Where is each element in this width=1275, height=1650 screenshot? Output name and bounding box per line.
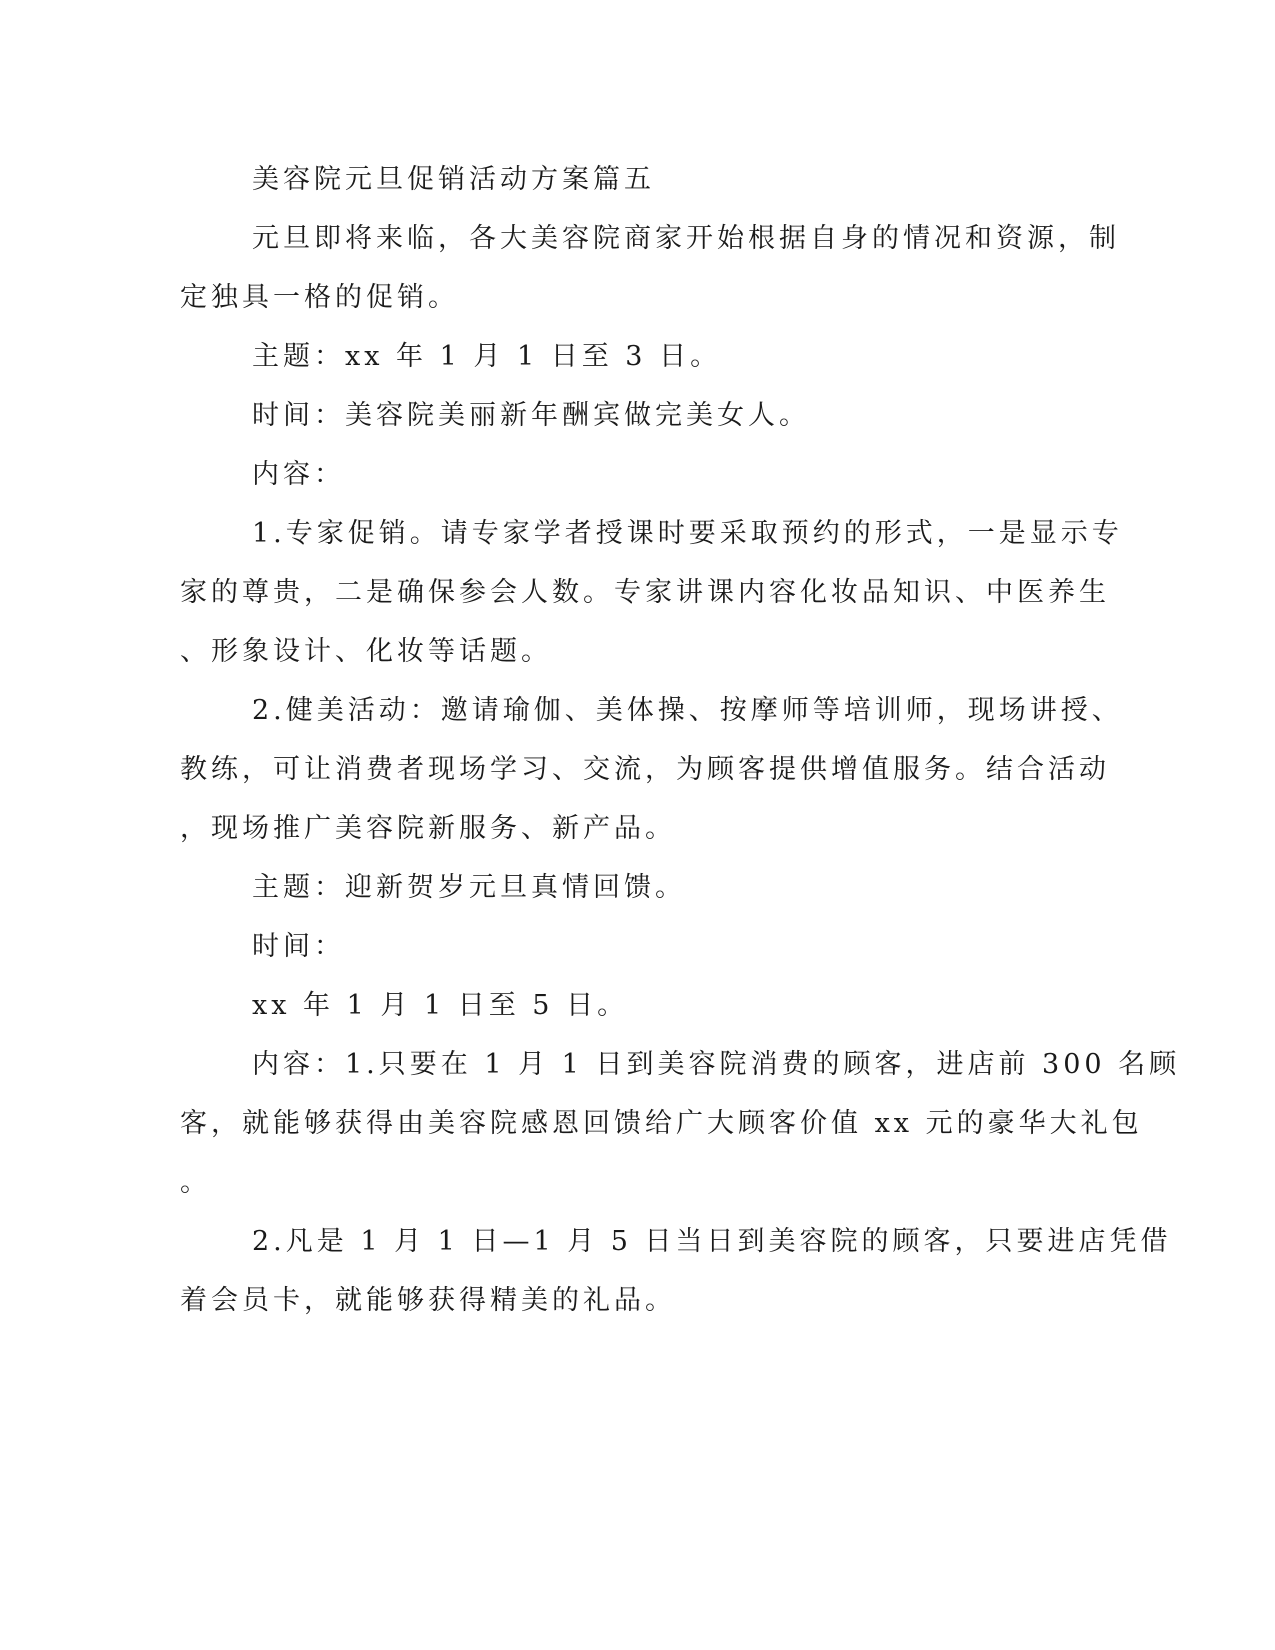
paragraph-line: 着会员卡，就能够获得精美的礼品。 bbox=[180, 1285, 676, 1316]
paragraph-line: 2.健美活动：邀请瑜伽、美体操、按摩师等培训师，现场讲授、 bbox=[252, 695, 1123, 726]
paragraph-line: 内容： bbox=[252, 459, 345, 490]
paragraph-line: 内容：1.只要在 1 月 1 日到美容院消费的顾客，进店前 300 名顾 bbox=[252, 1049, 1181, 1080]
paragraph-line: 教练，可让消费者现场学习、交流，为顾客提供增值服务。结合活动 bbox=[180, 754, 1110, 785]
paragraph-line: 元旦即将来临，各大美容院商家开始根据自身的情况和资源，制 bbox=[252, 223, 1120, 254]
paragraph-line: 1.专家促销。请专家学者授课时要采取预约的形式，一是显示专 bbox=[252, 518, 1123, 549]
paragraph-line: 2.凡是 1 月 1 日—1 月 5 日当日到美容院的顾客，只要进店凭借 bbox=[252, 1226, 1172, 1257]
paragraph-line: xx 年 1 月 1 日至 5 日。 bbox=[252, 990, 629, 1021]
document-title: 美容院元旦促销活动方案篇五 bbox=[252, 164, 655, 195]
paragraph-line: 。 bbox=[180, 1167, 211, 1198]
paragraph-line: 主题：xx 年 1 月 1 日至 3 日。 bbox=[252, 341, 722, 372]
paragraph-line: 时间： bbox=[252, 931, 345, 962]
paragraph-line: 、形象设计、化妆等话题。 bbox=[180, 636, 552, 667]
paragraph-line: 主题：迎新贺岁元旦真情回馈。 bbox=[252, 872, 686, 903]
paragraph-line: 客，就能够获得由美容院感恩回馈给广大顾客价值 xx 元的豪华大礼包 bbox=[180, 1108, 1143, 1139]
paragraph-line: ，现场推广美容院新服务、新产品。 bbox=[180, 813, 676, 844]
paragraph-line: 家的尊贵，二是确保参会人数。专家讲课内容化妆品知识、中医养生 bbox=[180, 577, 1110, 608]
paragraph-line: 定独具一格的促销。 bbox=[180, 282, 459, 313]
paragraph-line: 时间：美容院美丽新年酬宾做完美女人。 bbox=[252, 400, 810, 431]
